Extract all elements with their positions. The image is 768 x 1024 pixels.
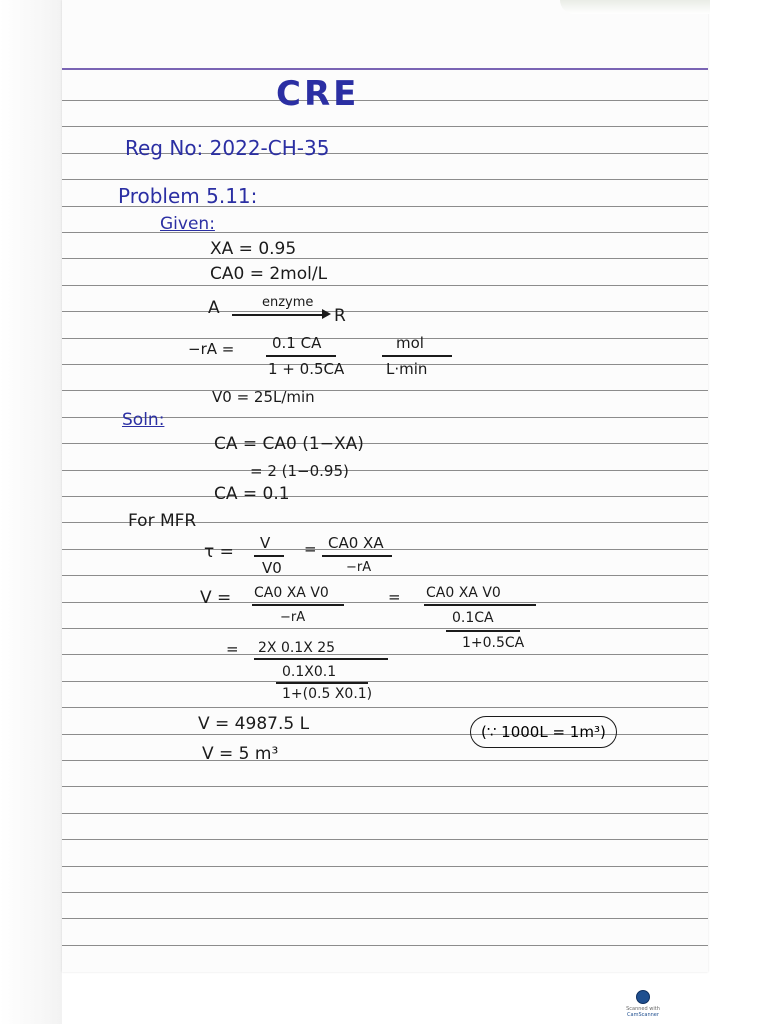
given-ca0: CA0 = 2mol/L — [210, 264, 328, 284]
volume-frac2-den-denominator: 1+0.5CA — [462, 635, 525, 651]
ruled-line — [62, 311, 708, 312]
top-margin-rule — [62, 68, 708, 70]
ruled-line — [62, 390, 708, 391]
volume-frac2-numerator: CA0 XA V0 — [426, 585, 501, 601]
solution-heading: Soln: — [122, 410, 165, 430]
volume-result-m3: V = 5 m³ — [202, 744, 279, 764]
registration-number: Reg No: 2022-CH-35 — [125, 136, 330, 160]
ruled-line — [62, 628, 708, 629]
scanner-line1: Scanned with — [626, 1006, 660, 1012]
ruled-line — [62, 892, 708, 893]
reaction-catalyst-label: enzyme — [262, 295, 314, 310]
given-heading: Given: — [160, 214, 215, 234]
tau-frac1-numerator: V — [260, 534, 271, 552]
reaction-arrow-icon — [322, 309, 331, 319]
substitution-numerator: 2X 0.1X 25 — [258, 640, 336, 656]
page-corner-shadow — [560, 0, 710, 14]
ruled-line — [62, 575, 708, 576]
page-title: CRE — [276, 74, 360, 114]
rate-numerator: 0.1 CA — [272, 334, 322, 352]
rate-unit-numerator: mol — [396, 334, 424, 352]
solution-line-ca: CA = CA0 (1−XA) — [214, 434, 364, 454]
volume-frac2-inner-bar — [446, 630, 520, 632]
ruled-line — [62, 364, 708, 365]
page-edge-shadow — [0, 0, 62, 1024]
ruled-line — [62, 338, 708, 339]
ruled-line — [62, 258, 708, 259]
tau-frac1-bar — [254, 555, 284, 557]
volume-frac2-bar — [424, 604, 536, 606]
ruled-line — [62, 232, 708, 233]
given-xa: XA = 0.95 — [210, 239, 297, 259]
ruled-line — [62, 496, 708, 497]
tau-frac2-bar — [322, 555, 392, 557]
solution-line-ca-value: CA = 0.1 — [214, 484, 290, 504]
reaction-product: R — [334, 306, 346, 326]
volume-frac1-bar — [252, 604, 344, 606]
reactor-type-label: For MFR — [128, 511, 197, 531]
problem-heading: Problem 5.11: — [118, 184, 258, 208]
volume-frac2-den-numerator: 0.1CA — [452, 610, 494, 626]
ruled-line — [62, 100, 708, 101]
rate-fraction-bar — [266, 355, 336, 357]
ruled-line — [62, 126, 708, 127]
rate-unit-denominator: L·min — [386, 360, 428, 378]
rate-lhs: −rA = — [188, 340, 235, 358]
scanner-line2: CamScanner — [627, 1012, 659, 1018]
ruled-line — [62, 470, 708, 471]
volume-frac1-denominator: −rA — [280, 610, 306, 625]
tau-frac2-numerator: CA0 XA — [328, 534, 384, 552]
volume-equals: = — [388, 588, 401, 606]
ruled-line — [62, 918, 708, 919]
ruled-line — [62, 839, 708, 840]
volume-frac1-numerator: CA0 XA V0 — [254, 585, 329, 601]
solution-line-substitution: = 2 (1−0.95) — [250, 462, 349, 480]
ruled-line — [62, 654, 708, 655]
tau-frac1-denominator: V0 — [262, 559, 282, 577]
reaction-arrow-shaft — [232, 314, 324, 316]
ruled-line — [62, 443, 708, 444]
substitution-inner-bar — [276, 682, 368, 684]
ruled-line — [62, 760, 708, 761]
reaction-reactant: A — [208, 298, 220, 318]
substitution-den-denominator: 1+(0.5 X0.1) — [282, 686, 373, 702]
volume-lhs: V = — [200, 588, 232, 608]
ruled-line — [62, 285, 708, 286]
ruled-line — [62, 786, 708, 787]
tau-frac2-denominator: −rA — [346, 560, 372, 575]
tau-equals: = — [304, 540, 317, 558]
ruled-line — [62, 681, 708, 682]
ruled-line — [62, 866, 708, 867]
ruled-line — [62, 179, 708, 180]
rate-unit-fraction-bar — [382, 355, 452, 357]
scanner-watermark — [626, 984, 660, 1018]
unit-conversion-note — [470, 716, 617, 748]
substitution-den-numerator: 0.1X0.1 — [282, 664, 337, 680]
unit-conversion-text: (∵ 1000L = 1m³) — [481, 723, 606, 741]
ruled-line — [62, 707, 708, 708]
given-v0: V0 = 25L/min — [212, 388, 315, 406]
tau-lhs: τ = — [204, 542, 234, 562]
ruled-line — [62, 813, 708, 814]
substitution-equals: = — [226, 640, 239, 658]
volume-result-litres: V = 4987.5 L — [198, 714, 310, 734]
substitution-bar — [254, 658, 388, 660]
ruled-line — [62, 549, 708, 550]
ruled-line — [62, 602, 708, 603]
rate-denominator: 1 + 0.5CA — [268, 360, 345, 378]
camscanner-logo-icon — [636, 990, 650, 1004]
ruled-line — [62, 945, 708, 946]
